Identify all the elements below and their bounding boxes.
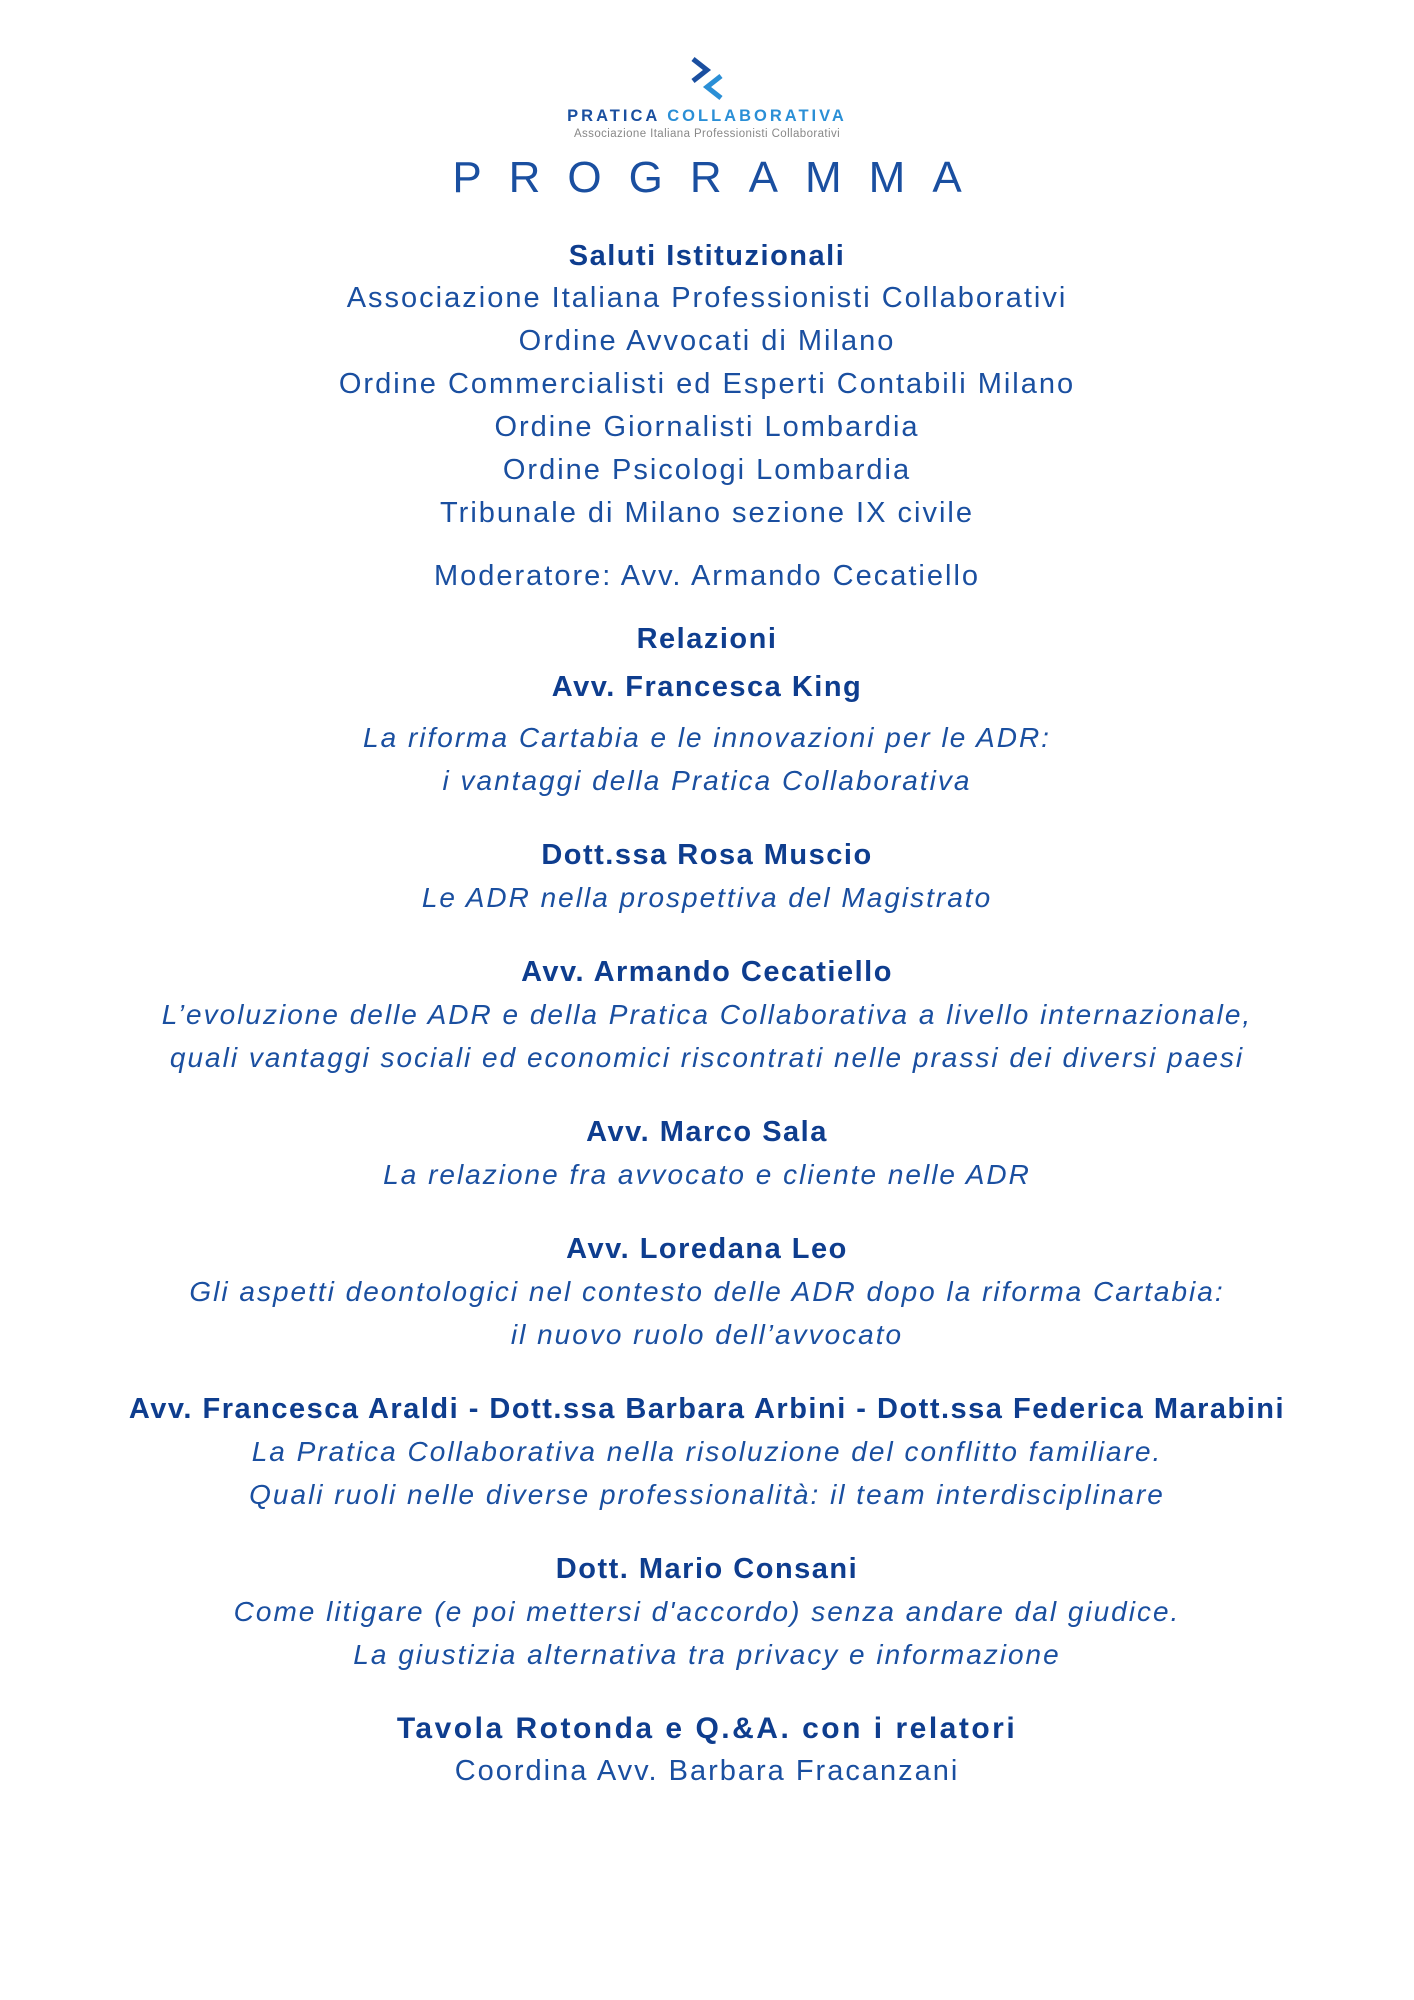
saluti-item: Ordine Commercialisti ed Esperti Contabili Milano <box>338 368 1076 400</box>
talk-speaker: Avv. Francesca King <box>551 671 863 703</box>
talk-title-line: La riforma Cartabia e le innovazioni per le ADR: <box>363 722 1051 753</box>
saluti-item: Tribunale di Milano sezione IX civile <box>440 497 974 529</box>
talk-title-line: quali vantaggi sociali ed economici riscontrati nelle prassi dei diversi paesi <box>169 1042 1245 1073</box>
talk-speaker: Dott. Mario Consani <box>555 1553 859 1585</box>
talk-title-line: La Pratica Collaborativa nella risoluzione del conflitto familiare. <box>251 1436 1163 1467</box>
relazioni-heading: Relazioni <box>636 623 778 655</box>
saluti-item: Ordine Avvocati di Milano <box>518 325 896 357</box>
talk-title-line: La giustizia alternativa tra privacy e informazione <box>353 1639 1061 1670</box>
logo-chevrons-icon <box>687 56 727 102</box>
page-title: PROGRAMMA <box>452 153 989 202</box>
logo-brand <box>0 106 1414 126</box>
talk-title-line: La relazione fra avvocato e cliente nelle ADR <box>383 1159 1031 1190</box>
logo-brand-word2: COLLABORATIVA <box>667 107 847 125</box>
saluti-item: Associazione Italiana Professionisti Collaborativi <box>346 282 1068 314</box>
saluti-item: Ordine Psicologi Lombardia <box>502 454 912 486</box>
pratica-collaborativa-logo <box>0 56 1414 141</box>
talk-speaker: Avv. Armando Cecatiello <box>521 956 893 988</box>
logo-subtitle: Associazione Italiana Professionisti Collaborativi <box>573 128 841 140</box>
moderatore: Moderatore: Avv. Armando Cecatiello <box>433 560 981 592</box>
talk-title-line: Quali ruoli nelle diverse professionalità: il team interdisciplinare <box>249 1479 1165 1510</box>
tavola-coordina: Coordina Avv. Barbara Fracanzani <box>454 1755 960 1787</box>
saluti-heading: Saluti Istituzionali <box>568 240 846 272</box>
saluti-item: Ordine Giornalisti Lombardia <box>494 411 920 443</box>
talk-title-line: L’evoluzione delle ADR e della Pratica Collaborativa a livello internazionale, <box>161 999 1253 1030</box>
talk-title-line: i vantaggi della Pratica Collaborativa <box>442 765 972 796</box>
logo-brand-word1: PRATICA <box>567 107 660 125</box>
program-content <box>0 235 1414 1793</box>
talk-title-line: Gli aspetti deontologici nel contesto delle ADR dopo la riforma Cartabia: <box>189 1276 1225 1307</box>
talk-title-line: Come litigare (e poi mettersi d'accordo) senza andare dal giudice. <box>233 1596 1181 1627</box>
talk-speaker: Dott.ssa Rosa Muscio <box>541 839 873 871</box>
talk-title-line: il nuovo ruolo dell’avvocato <box>510 1319 904 1350</box>
tavola-rotonda-heading: Tavola Rotonda e Q.&A. con i relatori <box>396 1712 1018 1745</box>
talk-speaker: Avv. Loredana Leo <box>566 1233 848 1265</box>
talk-speaker: Avv. Marco Sala <box>586 1116 828 1148</box>
talk-title-line: Le ADR nella prospettiva del Magistrato <box>421 882 993 913</box>
talk-speaker: Avv. Francesca Araldi - Dott.ssa Barbara Arbini - Dott.ssa Federica Marabini <box>128 1393 1286 1425</box>
